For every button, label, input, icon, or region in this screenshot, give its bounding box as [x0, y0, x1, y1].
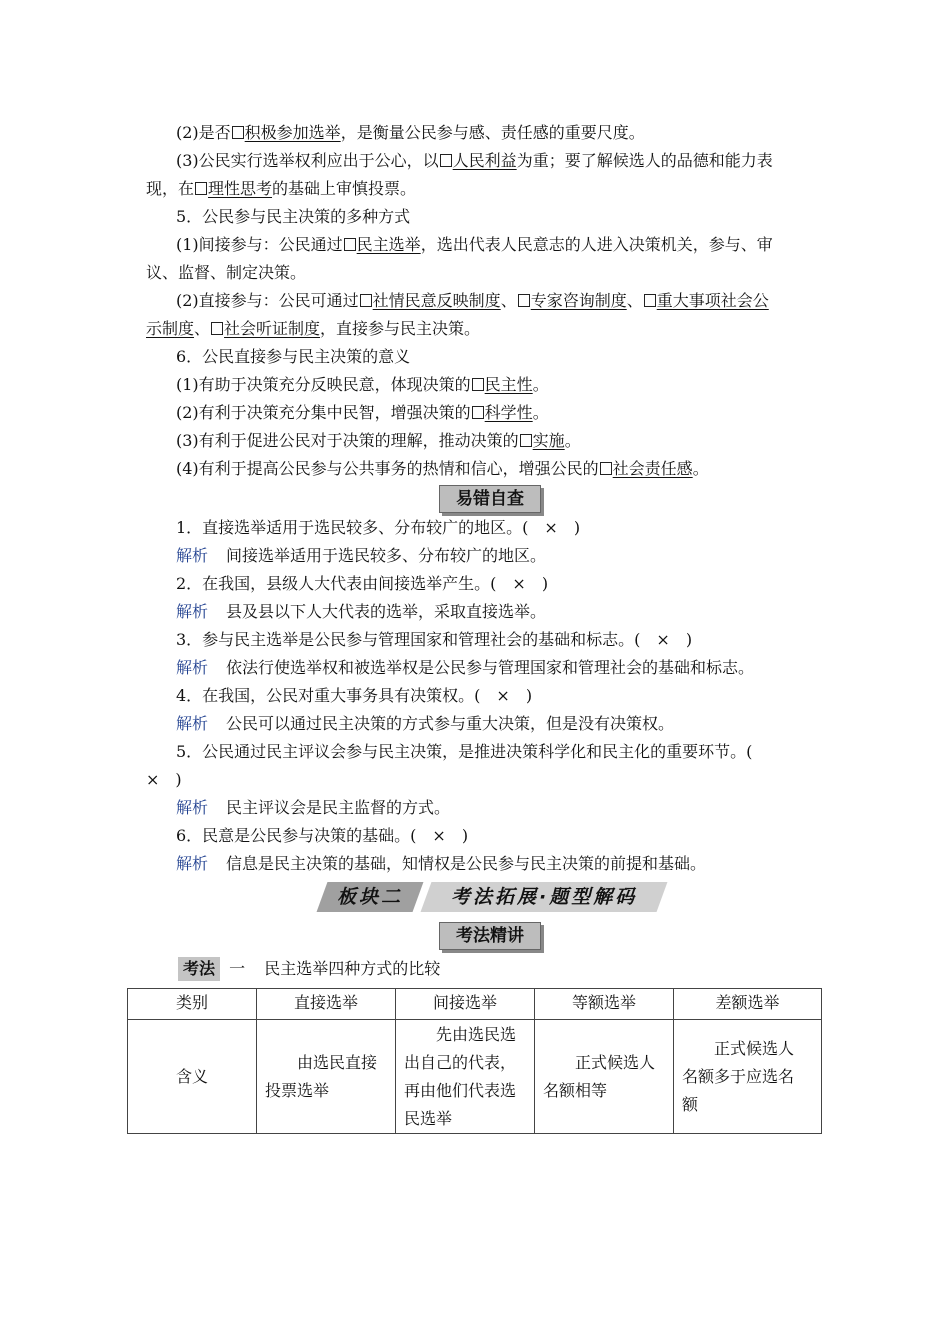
check-answer-1: 解析 间接选举适用于选民较多、分布较广的地区。 [176, 546, 547, 565]
check-question-2: 2．在我国，县级人大代表由间接选举产生。( × ) [176, 574, 549, 593]
check-answer-5: 解析 民主评议会是民主监督的方式。 [176, 798, 451, 817]
point-3-cont: 现，在 理性思考的基础上审慎投票。 [146, 179, 417, 198]
self-check-title: 易错自查 [439, 485, 541, 513]
meaning-2: (2)有利于决策充分集中民智，增强决策的 科学性。 [176, 403, 549, 422]
table-row [128, 1020, 822, 1134]
kaofa-heading [178, 956, 440, 981]
indirect-participation: (1)间接参与：公民通过 民主选举，选出代表人民意志的人进入决策机关，参与、审 [176, 235, 773, 254]
meaning-4: (4)有利于提高公民参与公共事务的热情和信心，增强公民的 社会责任感。 [176, 459, 709, 478]
point-2: (2)是否 积极参加选举，是衡量公民参与感、责任感的重要尺度。 [176, 123, 645, 142]
header-equal: 等额选举 [535, 989, 674, 1020]
check-question-5: 5．公民通过民主评议会参与民主决策，是推进决策科学化和民主化的重要环节。( [176, 742, 753, 761]
kaofa-number: 一 [229, 959, 246, 978]
kaofa-label: 考法 [178, 957, 220, 981]
point-3: (3)公民实行选举权利应出于公心，以 人民利益为重；要了解候选人的品德和能力表 [176, 151, 773, 170]
direct-participation: (2)直接参与：公民可通过 社情民意反映制度、 专家咨询制度、 重大事项社会公 [176, 291, 769, 310]
cell-indirect: 先由选民选 出自己的代表， 再由他们代表选 民选举 [396, 1020, 535, 1134]
direct-participation-cont: 示制度、 社会听证制度，直接参与民主决策。 [146, 319, 481, 338]
check-answer-6: 解析 信息是民主决策的基础，知情权是公民参与民主决策的前提和基础。 [176, 854, 707, 873]
header-category: 类别 [128, 989, 257, 1020]
check-question-3: 3．参与民主选举是公民参与管理国家和管理社会的基础和标志。( × ) [176, 630, 693, 649]
check-question-5-cont: × ) [146, 770, 182, 789]
check-answer-2: 解析 县及县以下人大代表的选举，采取直接选举。 [176, 602, 547, 621]
check-question-6: 6．民意是公民参与决策的基础。( × ) [176, 826, 469, 845]
check-answer-4: 解析 公民可以通过民主决策的方式参与重大决策，但是没有决策权。 [176, 714, 675, 733]
meaning-1: (1)有助于决策充分反映民意，体现决策的 民主性。 [176, 375, 549, 394]
section-2-number: 板块二 [336, 886, 403, 908]
cell-competitive: 正式候选人 名额多于应选名 额 [674, 1020, 822, 1134]
check-answer-3: 解析 依法行使选举权和被选举权是公民参与管理国家和管理社会的基础和标志。 [176, 658, 755, 677]
check-question-4: 4．在我国，公民对重大事务具有决策权。( × ) [176, 686, 533, 705]
cell-direct: 由选民直接 投票选举 [257, 1020, 396, 1134]
kaofa-title: 民主选举四种方式的比较 [264, 959, 441, 978]
heading-6: 6．公民直接参与民主决策的意义 [176, 347, 411, 366]
jingjiang-title: 考法精讲 [439, 922, 541, 950]
meaning-3: (3)有利于促进公民对于决策的理解，推动决策的 实施。 [176, 431, 581, 450]
header-indirect: 间接选举 [396, 989, 535, 1020]
header-competitive: 差额选举 [674, 989, 822, 1020]
table-header-row [128, 989, 822, 1020]
header-direct: 直接选举 [257, 989, 396, 1020]
cell-equal: 正式候选人 名额相等 [535, 1020, 674, 1134]
heading-5: 5．公民参与民主决策的多种方式 [176, 207, 411, 226]
check-question-1: 1．直接选举适用于选民较多、分布较广的地区。( × ) [176, 518, 581, 537]
section-2-banner [322, 882, 662, 912]
indirect-participation-cont: 议、监督、制定决策。 [146, 263, 307, 282]
section-2-title: 考法拓展·题型解码 [450, 886, 638, 908]
election-comparison-table [127, 988, 822, 1134]
row-label: 含义 [128, 1020, 257, 1134]
